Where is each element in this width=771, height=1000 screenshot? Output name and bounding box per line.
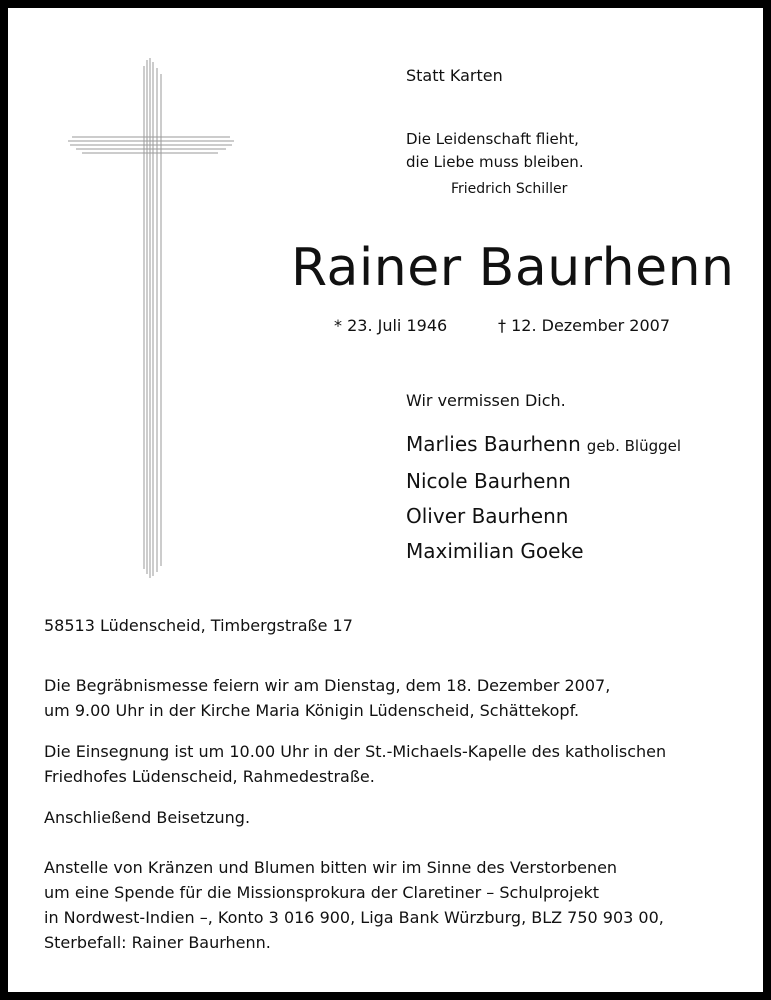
- paragraph-line: Anschließend Beisetzung.: [44, 808, 251, 827]
- mourner-item: [406, 464, 681, 499]
- quote-line: die Liebe muss bleiben.: [406, 153, 584, 171]
- family-intro: Wir vermissen Dich.: [406, 391, 566, 410]
- mourner-name: Oliver Baurhenn: [406, 504, 569, 528]
- mourner-note: geb. Blüggel: [586, 437, 682, 455]
- quote-text: [406, 128, 584, 174]
- death-date: † 12. Dezember 2007: [498, 316, 670, 335]
- paragraph-line: um eine Spende für die Missionsprokura der Claretiner – Schulprojekt: [44, 883, 599, 902]
- mass-paragraph: [44, 673, 610, 723]
- mourner-item: [406, 499, 681, 534]
- paragraph-line: Sterbefall: Rainer Baurhenn.: [44, 933, 271, 952]
- family-address: 58513 Lüdenscheid, Timbergstraße 17: [44, 616, 353, 635]
- deceased-name: Rainer Baurhenn: [291, 238, 735, 298]
- donation-paragraph: [44, 855, 664, 955]
- burial-paragraph: [44, 805, 250, 830]
- paragraph-line: in Nordwest-Indien –, Konto 3 016 900, Liga Bank Würzburg, BLZ 750 903 00,: [44, 908, 664, 927]
- blessing-paragraph: [44, 739, 666, 789]
- mourner-item: [406, 534, 681, 569]
- quote-author: Friedrich Schiller: [451, 181, 568, 197]
- mourner-name: Maximilian Goeke: [406, 539, 584, 563]
- mourner-item: [406, 427, 681, 464]
- paragraph-line: Die Einsegnung ist um 10.00 Uhr in der St.-Michaels-Kapelle des katholischen: [44, 742, 667, 761]
- paragraph-line: Anstelle von Kränzen und Blumen bitten wir im Sinne des Verstorbenen: [44, 858, 618, 877]
- quote-line: Die Leidenschaft flieht,: [406, 130, 579, 148]
- paragraph-line: um 9.00 Uhr in der Kirche Maria Königin Lüdenscheid, Schättekopf.: [44, 701, 580, 720]
- statt-karten-label: Statt Karten: [406, 66, 503, 85]
- cross-icon: [68, 54, 234, 578]
- paragraph-line: Friedhofes Lüdenscheid, Rahmedestraße.: [44, 767, 375, 786]
- mourner-name: Marlies Baurhenn: [406, 432, 581, 456]
- mourner-list: [406, 427, 681, 569]
- paragraph-line: Die Begräbnismesse feiern wir am Dienstag, dem 18. Dezember 2007,: [44, 676, 611, 695]
- mourner-name: Nicole Baurhenn: [406, 469, 571, 493]
- birth-date: * 23. Juli 1946: [334, 316, 448, 335]
